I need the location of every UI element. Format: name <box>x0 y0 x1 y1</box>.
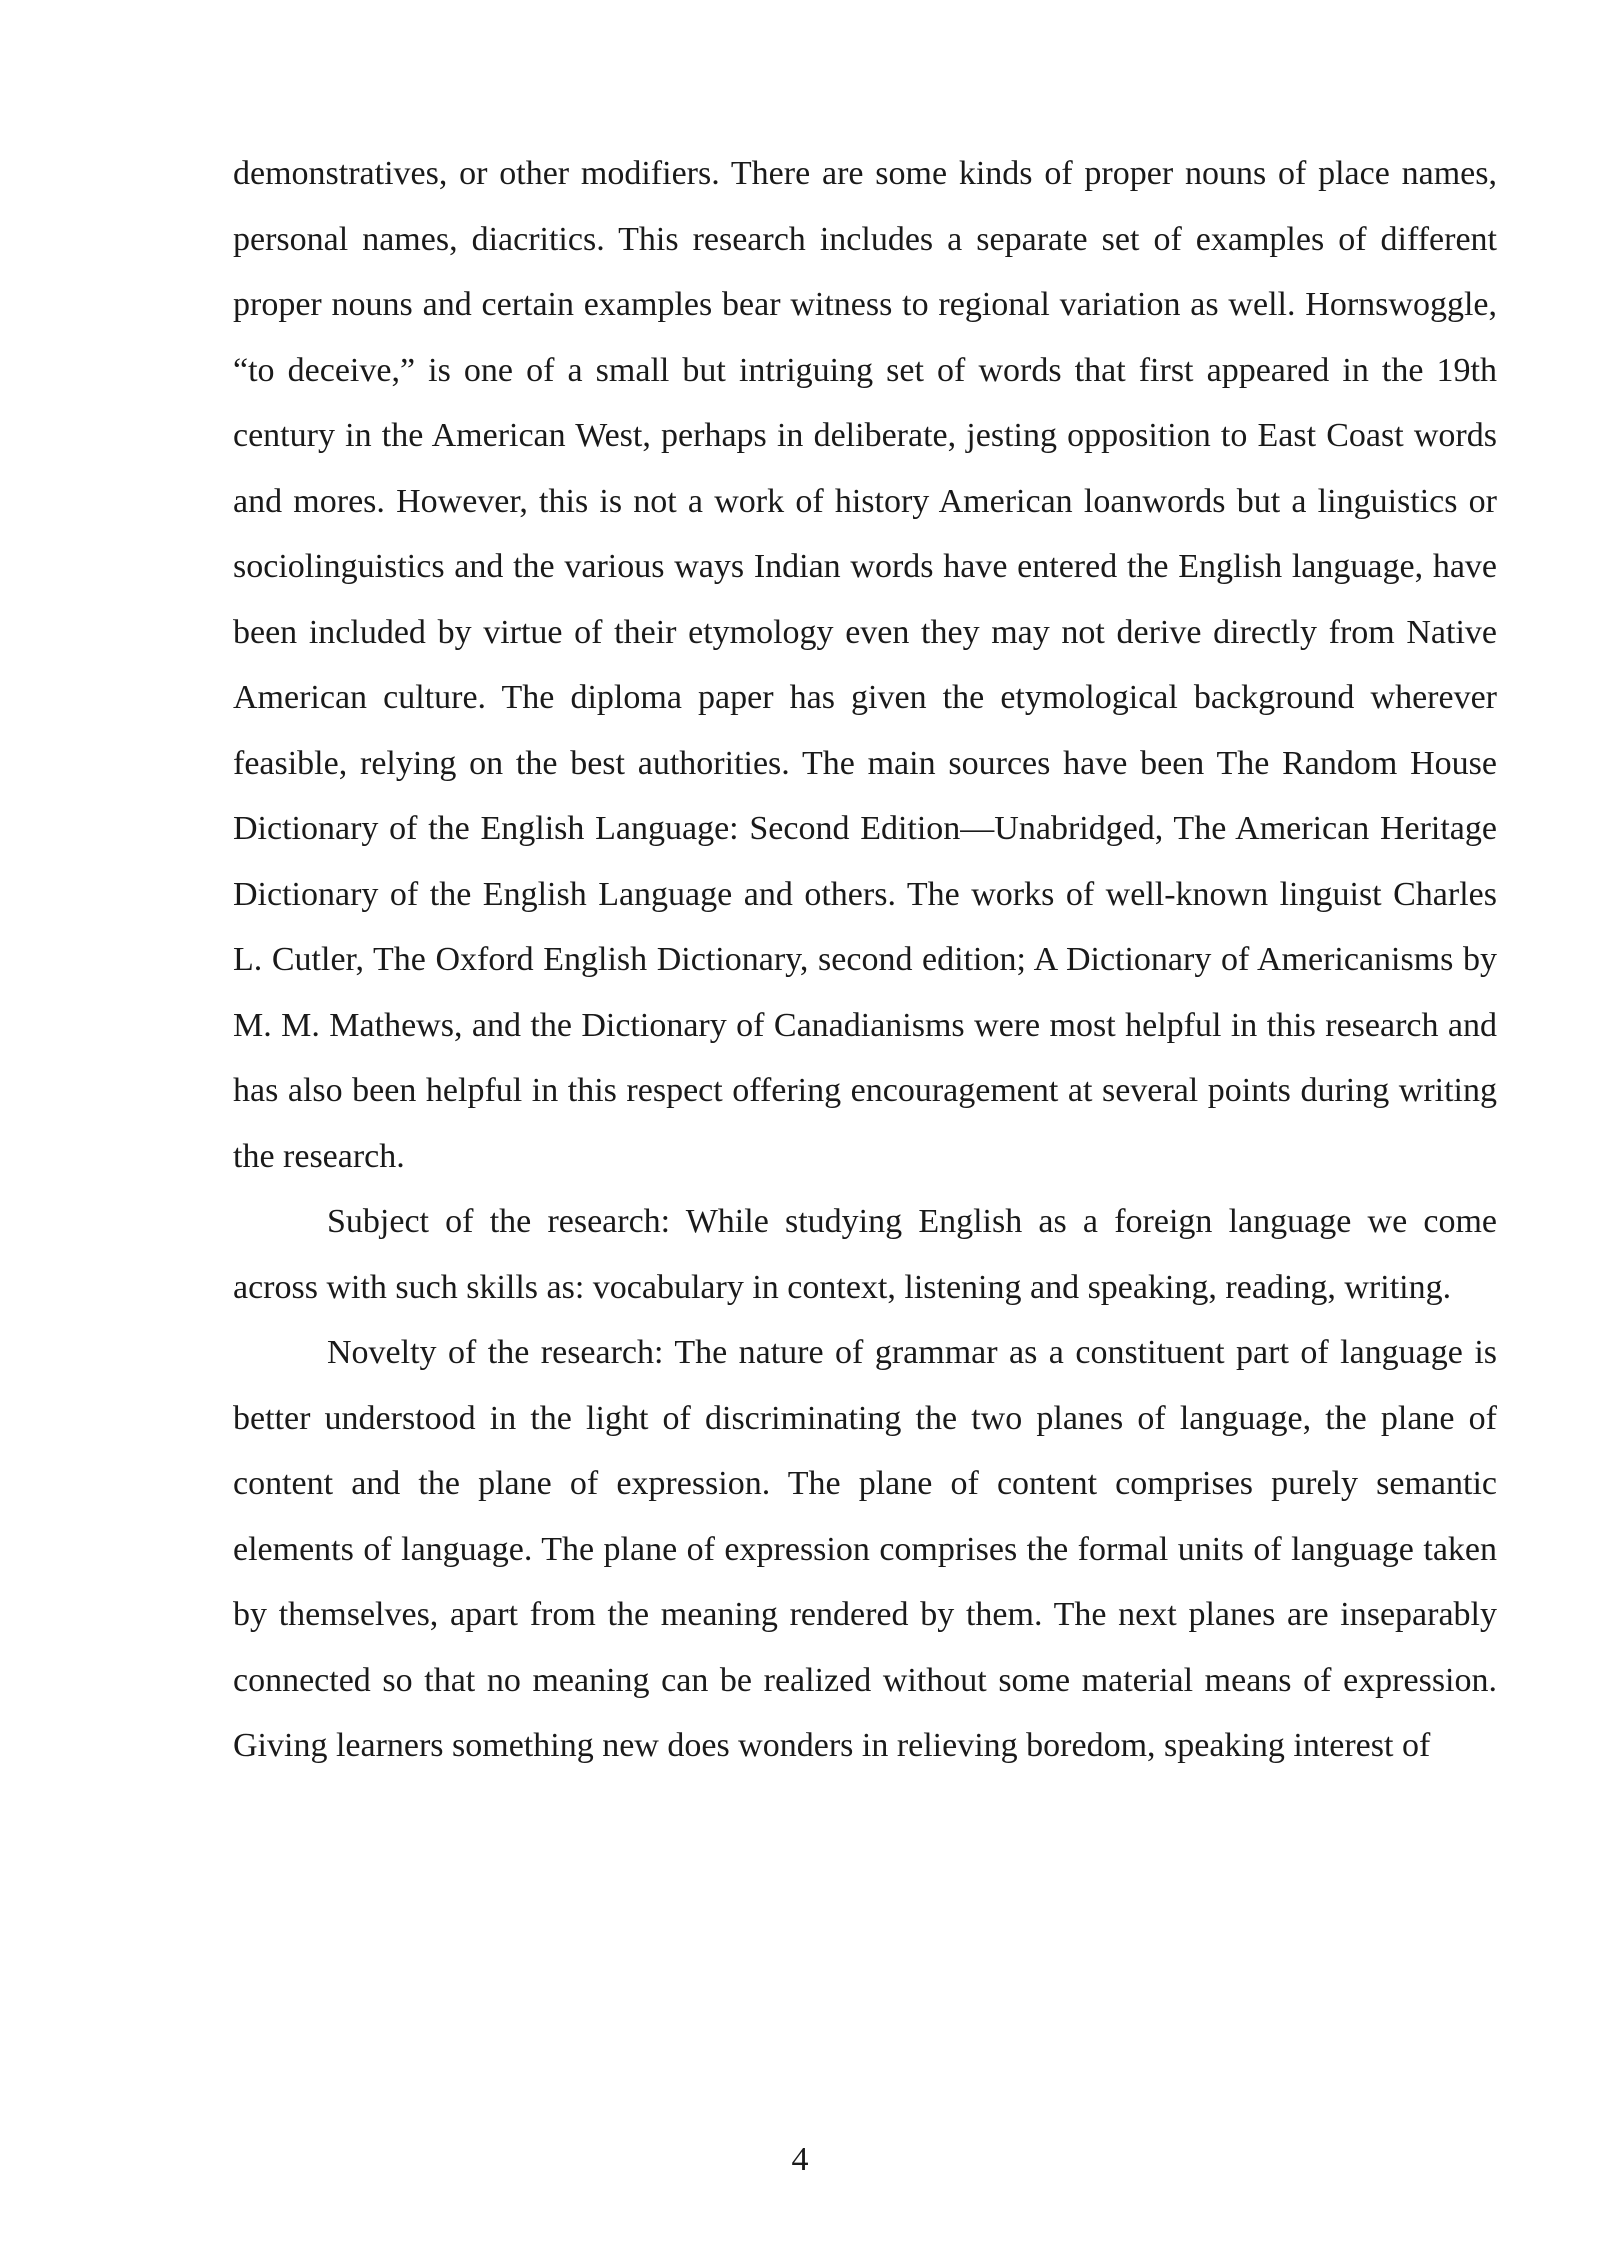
paragraph-continuation: demonstratives, or other modifiers. There are some kinds of proper nouns of place names, personal names, diacritics. This research includes a separate set of examples of different proper nouns and certain examples bear witness to regional variation as well. Hornswoggle, “to deceive,” is one of a small but intriguing set of words that first appeared in the 19th century in the American West, perhaps in deliberate, jesting opposition to East Coast words and mores. However, this is not a work of history American loanwords but a linguistics or sociolinguistics and the various ways Indian words have entered the English language, have been included by virtue of their etymology even they may not derive directly from Native American culture. The diploma paper has given the etymological background wherever feasible, relying on the best authorities. The main sources have been The Random House Dictionary of the English Language: Second Edition—Unabridged, The American Heritage Dictionary of the English Language and others. The works of well-known linguist Charles L. Cutler, The Oxford English Dictionary, second edition; A Dictionary of Americanisms by M. M. Mathews, and the Dictionary of Canadianisms were most helpful in this research and has also been helpful in this respect offering encouragement at several points during writing the research. <box>233 155 1497 1175</box>
paragraph-novelty-of-research: Novelty of the research: The nature of grammar as a constituent part of language is better understood in the light of discriminating the two planes of language, the plane of content and the plane of expression. The plane of content comprises purely semantic elements of language. The plane of expression comprises the formal units of language taken by themselves, apart from the meaning rendered by them. The next planes are inseparably connected so that no meaning can be realized without some material means of expression. Giving learners something new does wonders in relieving boredom, speaking interest of <box>233 1334 1497 1764</box>
paragraph-subject-of-research: Subject of the research: While studying English as a foreign language we come across with such skills as: vocabulary in context, listening and speaking, reading, writing. <box>233 1203 1497 1306</box>
body-text <box>233 141 1497 1779</box>
page-number: 4 <box>791 2141 809 2178</box>
